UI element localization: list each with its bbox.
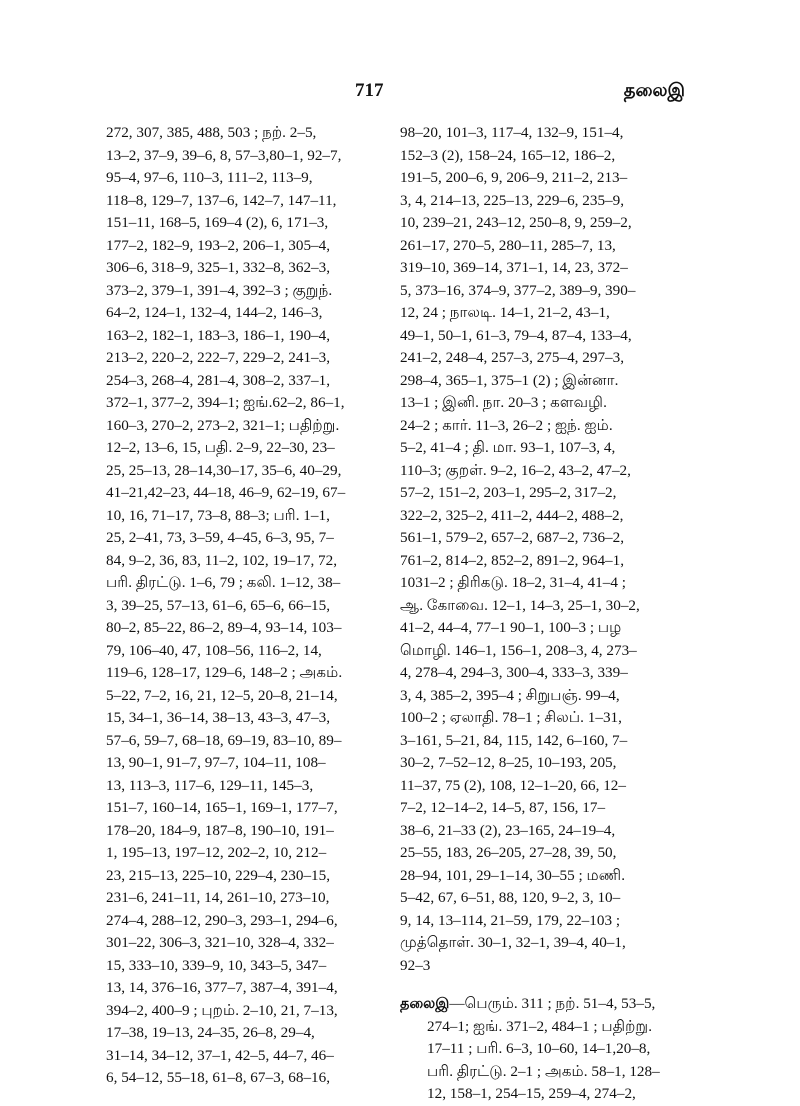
entry-continuation [400, 1016, 702, 1106]
text-line: 12, 24 ; நாலடி. 14–1, 21–2, 43–1, [400, 304, 610, 321]
page-header [0, 80, 800, 110]
text-line: 160–3, 270–2, 273–2, 321–1; பதிற்று. [106, 416, 340, 434]
text-line: 31–14, 34–12, 37–1, 42–5, 44–7, 46– [106, 1046, 334, 1064]
text-line: 298–4, 365–1, 375–1 (2) ; இன்னா. [400, 371, 619, 389]
text-line: 10, 16, 71–17, 73–8, 88–3; பரி. 1–1, [106, 506, 330, 524]
text-line: 25–55, 183, 26–205, 27–28, 39, 50, [400, 844, 617, 861]
entry-first-line-text: —பெரும். 311 ; நற். 51–4, 53–5, [449, 995, 656, 1012]
text-line: 322–2, 325–2, 411–2, 444–2, 488–2, [400, 506, 624, 524]
text-line: 3, 4, 214–13, 225–13, 229–6, 235–9, [400, 191, 625, 209]
text-line: 10, 239–21, 243–12, 250–8, 9, 259–2, [400, 214, 632, 231]
text-line: 3, 39–25, 57–13, 61–6, 65–6, 66–15, [106, 596, 331, 614]
text-line: 98–20, 101–3, 117–4, 132–9, 151–4, [400, 124, 624, 141]
text-line: 24–2 ; கார். 11–3, 26–2 ; ஐந். ஐம். [400, 416, 613, 434]
text-line: 306–6, 318–9, 325–1, 332–8, 362–3, [106, 259, 331, 276]
text-line: 272, 307, 385, 488, 503 ; நற். 2–5, [106, 124, 317, 141]
text-line: 6, 54–12, 55–18, 61–8, 67–3, 68–16, [106, 1069, 331, 1086]
text-line: ஆ. கோவை. 12–1, 14–3, 25–1, 30–2, [400, 596, 640, 614]
text-line: 1031–2 ; திரிகடு. 18–2, 31–4, 41–4 ; [400, 574, 626, 591]
text-line: 25, 25–13, 28–14,30–17, 35–6, 40–29, [106, 461, 342, 479]
text-line: 9, 14, 13–114, 21–59, 179, 22–103 ; [400, 911, 621, 929]
text-line: 84, 9–2, 36, 83, 11–2, 102, 19–17, 72, [106, 551, 338, 569]
text-line: 13–1 ; இனி. நா. 20–3 ; களவழி. [400, 394, 607, 411]
right-column [400, 122, 702, 1106]
text-line: 3–161, 5–21, 84, 115, 142, 6–160, 7– [400, 731, 628, 749]
text-line: 274–1; ஐங். 371–2, 484–1 ; பதிற்று. [427, 1017, 652, 1035]
text-line: 561–1, 579–2, 657–2, 687–2, 736–2, [400, 529, 625, 546]
page-number: 717 [355, 80, 384, 101]
right-column-lines [400, 122, 702, 977]
text-line: 13, 113–3, 117–6, 129–11, 145–3, [106, 776, 314, 794]
text-line: 394–2, 400–9 ; புறம். 2–10, 21, 7–13, [106, 1001, 338, 1019]
entry-first-line [400, 993, 702, 1016]
text-line: 92–3 [400, 956, 431, 974]
text-line: 17–38, 19–13, 24–35, 26–8, 29–4, [106, 1024, 315, 1041]
text-line: 79, 106–40, 47, 108–56, 116–2, 14, [106, 641, 322, 659]
text-line: 15, 333–10, 339–9, 10, 343–5, 347– [106, 956, 327, 974]
text-line: 41–2, 44–4, 77–1 90–1, 100–3 ; பழ [400, 619, 622, 636]
text-line: 15, 34–1, 36–14, 38–13, 43–3, 47–3, [106, 709, 331, 726]
text-line: பரி. திரட்டு. 2–1 ; அகம். 58–1, 128– [427, 1062, 660, 1080]
text-line: 12–2, 13–6, 15, பதி. 2–9, 22–30, 23– [106, 439, 335, 456]
text-line: 4, 278–4, 294–3, 300–4, 333–3, 339– [400, 664, 628, 681]
text-line: 95–4, 97–6, 110–3, 111–2, 113–9, [106, 169, 313, 186]
text-line: 28–94, 101, 29–1–14, 30–55 ; மணி. [400, 866, 626, 884]
text-line: 177–2, 182–9, 193–2, 206–1, 305–4, [106, 236, 331, 254]
text-line: 191–5, 200–6, 9, 206–9, 211–2, 213– [400, 169, 628, 186]
text-line: 319–10, 369–14, 371–1, 14, 23, 372– [400, 259, 628, 276]
text-line: 23, 215–13, 225–10, 229–4, 230–15, [106, 866, 331, 884]
text-line: 7–2, 12–14–2, 14–5, 87, 156, 17– [400, 799, 606, 816]
text-line: 5, 373–16, 374–9, 377–2, 389–9, 390– [400, 281, 636, 299]
text-line: 254–3, 268–4, 281–4, 308–2, 337–1, [106, 371, 331, 389]
text-line: 119–6, 128–17, 129–6, 148–2 ; அகம். [106, 664, 343, 681]
text-line: 241–2, 248–4, 257–3, 275–4, 297–3, [400, 349, 625, 366]
text-line: 152–3 (2), 158–24, 165–12, 186–2, [400, 146, 616, 164]
text-line: 30–2, 7–52–12, 8–25, 10–193, 205, [400, 754, 617, 771]
text-line: 274–4, 288–12, 290–3, 293–1, 294–6, [106, 911, 338, 929]
text-line: 13, 14, 376–16, 377–7, 387–4, 391–4, [106, 979, 338, 996]
text-line: 11–37, 75 (2), 108, 12–1–20, 66, 12– [400, 776, 626, 794]
text-line: 231–6, 241–11, 14, 261–10, 273–10, [106, 889, 330, 906]
left-column [106, 122, 396, 1090]
dictionary-entry [400, 993, 702, 1106]
text-line: 301–22, 306–3, 321–10, 328–4, 332– [106, 934, 334, 951]
text-line: 49–1, 50–1, 61–3, 79–4, 87–4, 133–4, [400, 326, 632, 344]
text-line: 41–21,42–23, 44–18, 46–9, 62–19, 67– [106, 484, 346, 501]
text-line: 38–6, 21–33 (2), 23–165, 24–19–4, [400, 821, 616, 839]
text-line: 57–2, 151–2, 203–1, 295–2, 317–2, [400, 484, 617, 501]
text-line: 373–2, 379–1, 391–4, 392–3 ; குறுந். [106, 281, 333, 299]
text-line: 5–42, 67, 6–51, 88, 120, 9–2, 3, 10– [400, 889, 621, 906]
text-line: பரி. திரட்டு. 1–6, 79 ; கலி. 1–12, 38– [106, 574, 341, 591]
text-line: மொழி. 146–1, 156–1, 208–3, 4, 273– [400, 641, 637, 659]
text-line: 178–20, 184–9, 187–8, 190–10, 191– [106, 821, 334, 839]
running-head: தலைஇ [623, 80, 685, 101]
text-line: 12, 158–1, 254–15, 259–4, 274–2, [427, 1085, 636, 1102]
text-line: 13–2, 37–9, 39–6, 8, 57–3,80–1, 92–7, [106, 146, 342, 164]
text-line: 5–22, 7–2, 16, 21, 12–5, 20–8, 21–14, [106, 686, 338, 704]
text-line: 100–2 ; ஏலாதி. 78–1 ; சிலப். 1–31, [400, 709, 622, 726]
text-line: 1, 195–13, 197–12, 202–2, 10, 212– [106, 844, 327, 861]
entry-headword: தலைஇ [400, 996, 450, 1012]
text-line: 118–8, 129–7, 137–6, 142–7, 147–11, [106, 191, 337, 209]
text-line: 151–7, 160–14, 165–1, 169–1, 177–7, [106, 799, 338, 816]
text-line: 151–11, 168–5, 169–4 (2), 6, 171–3, [106, 214, 329, 231]
text-line: முத்தொள். 30–1, 32–1, 39–4, 40–1, [400, 934, 626, 951]
text-line: 17–11 ; பரி. 6–3, 10–60, 14–1,20–8, [427, 1040, 651, 1057]
text-line: 5–2, 41–4 ; தி. மா. 93–1, 107–3, 4, [400, 439, 616, 456]
text-line: 163–2, 182–1, 183–3, 186–1, 190–4, [106, 326, 331, 344]
text-line: 64–2, 124–1, 132–4, 144–2, 146–3, [106, 304, 323, 321]
text-line: 261–17, 270–5, 280–11, 285–7, 13, [400, 236, 616, 254]
text-line: 372–1, 377–2, 394–1; ஐங்.62–2, 86–1, [106, 394, 345, 411]
text-line: 13, 90–1, 91–7, 97–7, 104–11, 108– [106, 754, 326, 771]
text-line: 25, 2–41, 73, 3–59, 4–45, 6–3, 95, 7– [106, 529, 334, 546]
text-line: 3, 4, 385–2, 395–4 ; சிறுபஞ். 99–4, [400, 686, 620, 704]
text-line: 80–2, 85–22, 86–2, 89–4, 93–14, 103– [106, 619, 342, 636]
text-line: 57–6, 59–7, 68–18, 69–19, 83–10, 89– [106, 731, 342, 749]
text-line: 110–3; குறள். 9–2, 16–2, 43–2, 47–2, [400, 461, 631, 479]
text-line: 761–2, 814–2, 852–2, 891–2, 964–1, [400, 551, 625, 569]
text-line: 213–2, 220–2, 222–7, 229–2, 241–3, [106, 349, 331, 366]
